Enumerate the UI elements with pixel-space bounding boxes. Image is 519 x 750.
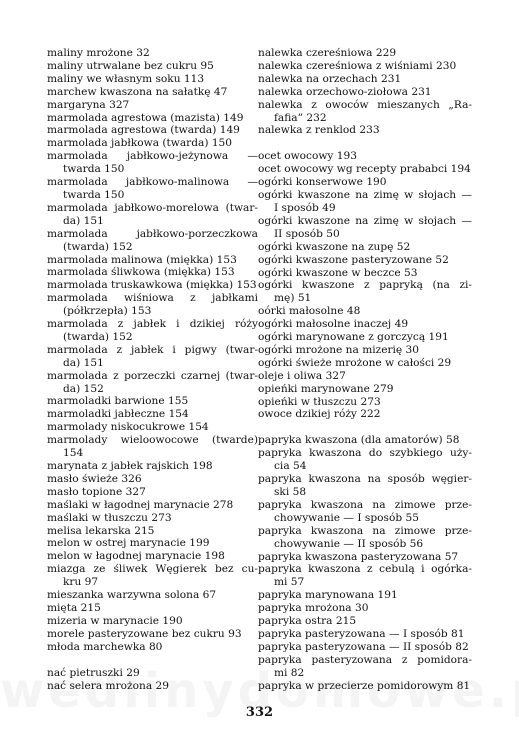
- index-entry: nalewka z owoców mieszanych „Ra-: [258, 98, 472, 111]
- index-entry: papryka marynowana 191: [258, 589, 398, 602]
- index-entry: nalewka czereśniowa z wiśniami 230: [258, 59, 457, 72]
- index-entry: owoce dzikiej róży 222: [258, 408, 381, 421]
- index-entry-continuation: mi 82: [274, 666, 305, 679]
- index-entry: nalewka z renklod 233: [258, 124, 380, 137]
- index-entry-continuation: chowywanie — II sposób 56: [274, 537, 424, 550]
- index-entry: ogórki mrożone na mizerię 30: [258, 343, 420, 356]
- index-entry: ogórki kwaszone na zimę w słojach —: [258, 214, 472, 227]
- index-entry: marmolada truskawkowa (miękka) 153: [47, 279, 257, 292]
- index-entry: marmolada jabłkowo-malinowa —: [47, 176, 258, 189]
- index-entry: papryka mrożona 30: [258, 602, 369, 615]
- index-entry-continuation: da) 151: [63, 214, 104, 227]
- index-entry-continuation: da) 152: [63, 382, 104, 395]
- index-entry: ogórki kwaszone na zimę w słojach —: [258, 189, 472, 202]
- index-entry: papryka kwaszona na zimowe prze-: [258, 524, 472, 537]
- index-entry: marchew kwaszona na sałatkę 47: [47, 85, 228, 98]
- index-entry: papryka kwaszona na zimowe prze-: [258, 498, 472, 511]
- index-entry: papryka kwaszona pasteryzowana 57: [258, 550, 459, 563]
- index-entry: margaryna 327: [47, 98, 130, 111]
- index-entry: ogórki marynowane z gorczycą 191: [258, 331, 449, 344]
- index-entry: papryka kwaszona na sposób węgier-: [258, 473, 472, 486]
- index-entry-continuation: twarda 150: [63, 163, 125, 176]
- index-entry: ogórki konserwowe 190: [258, 176, 387, 189]
- index-entry: oleje i oliwa 327: [258, 369, 346, 382]
- index-entry: mizeria w marynacie 190: [47, 614, 183, 627]
- index-entry-continuation: 154: [63, 447, 84, 460]
- index-entry: nalewka na orzechach 231: [258, 72, 402, 85]
- index-entry: morele pasteryzowane bez cukru 93: [47, 627, 242, 640]
- index-entry: papryka w przecierze pomidorowym 81: [258, 679, 471, 692]
- index-entry: papryka kwaszona z cebulą i ogórka-: [258, 563, 472, 576]
- index-entry-continuation: (twarda) 152: [63, 240, 133, 253]
- index-entry: maliny we własnym soku 113: [47, 72, 205, 85]
- index-entry: nać pietruszki 29: [47, 666, 140, 679]
- index-entry: marmolada jabłkowa (twarda) 150: [47, 137, 233, 150]
- index-entry-continuation: da) 151: [63, 356, 104, 369]
- index-entry: ogórki małosolne inaczej 49: [258, 318, 409, 331]
- index-entry: opieńki marynowane 279: [258, 382, 394, 395]
- index-entry: masło świeże 326: [47, 472, 142, 485]
- index-entry: opieńki w tłuszczu 273: [258, 395, 381, 408]
- index-entry-continuation: kru 97: [63, 576, 99, 589]
- index-entry: maliny utrwalane bez cukru 95: [47, 59, 214, 72]
- index-entry-continuation: cia 54: [274, 460, 307, 473]
- index-entry: ogórki kwaszone w beczce 53: [258, 266, 418, 279]
- index-entry-continuation: (twarda) 152: [63, 330, 133, 343]
- index-entry: marmolada z jabłek i pigwy (twar-: [47, 343, 258, 356]
- index-entry: melisa lekarska 215: [47, 524, 155, 537]
- index-entry-continuation: I sposób 49: [274, 201, 336, 214]
- index-entry: marmolada wiśniowa z jabłkami: [47, 292, 258, 305]
- index-entry-continuation: (półkrzepła) 153: [63, 305, 152, 318]
- index-entry: masło topione 327: [47, 485, 146, 498]
- index-entry: maliny mrożone 32: [47, 47, 150, 59]
- index-entry: ogórki kwaszone na zupę 52: [258, 240, 411, 253]
- index-entry: marmolady niskocukrowe 154: [47, 421, 209, 434]
- index-entry: mięta 215: [47, 601, 101, 614]
- index-entry: papryka ostra 215: [258, 615, 357, 628]
- index-entry: maślaki w łagodnej marynacie 278: [47, 498, 234, 511]
- index-entry: marmoladki jabłeczne 154: [47, 408, 189, 421]
- index-entry: marmolada jabłkowo-jeżynowa —: [47, 150, 258, 163]
- page-number: 332: [245, 705, 274, 720]
- index-entry: papryka pasteryzowana — II sposób 82: [258, 640, 469, 653]
- index-entry: ocet owocowy 193: [258, 150, 357, 163]
- index-entry-continuation: fafia” 232: [274, 111, 327, 124]
- index-entry-continuation: mę) 51: [274, 292, 312, 305]
- index-entry-continuation: ski 58: [274, 486, 307, 498]
- index-entry: marmolada agrestowa (mazista) 149: [47, 111, 244, 124]
- index-entry: nalewka orzechowo-ziołowa 231: [258, 85, 432, 98]
- index-entry: melon w ostrej marynacie 199: [47, 537, 210, 550]
- index-entry: marmolada z jabłek i dzikiej róży: [47, 318, 258, 331]
- index-entry: marmolada śliwkowa (miękka) 153: [47, 266, 235, 279]
- index-entry: ocet owocowy wg recepty prababci 194: [258, 163, 471, 176]
- index-entry: papryka pasteryzowana — I sposób 81: [258, 627, 465, 640]
- index-entry-continuation: chowywanie — I sposób 55: [274, 511, 419, 524]
- index-entry: marmolada z porzeczki czarnej (twar-: [47, 369, 258, 382]
- index-entry: miazga ze śliwek Węgierek bez cu-: [47, 563, 258, 576]
- index-entry: papryka kwaszona (dla amatorów) 58: [258, 434, 460, 447]
- index-entry: melon w łagodnej marynacie 198: [47, 550, 225, 563]
- index-entry: marynata z jabłek rajskich 198: [47, 460, 213, 472]
- index-entry: marmolada agrestowa (twarda) 149: [47, 124, 240, 137]
- index-column-right: [258, 47, 472, 693]
- index-entry: nać selera mrożona 29: [47, 679, 169, 692]
- index-entry: marmolada jabłkowo-porzeczkowa: [47, 227, 258, 240]
- index-entry: papryka pasteryzowana z pomidora-: [258, 653, 472, 666]
- index-entry: oórki małosolne 48: [258, 305, 361, 318]
- index-entry-continuation: II sposób 50: [274, 227, 340, 240]
- index-entry: ogórki kwaszone z papryką (na zi-: [258, 279, 472, 292]
- index-entry: papryka kwaszona do szybkiego uży-: [258, 447, 472, 460]
- index-entry: marmolady wieloowocowe (twarde): [47, 434, 258, 447]
- index-entry: młoda marchewka 80: [47, 640, 163, 653]
- index-entry: nalewka czereśniowa 229: [258, 47, 397, 59]
- index-column-left: [47, 47, 258, 692]
- index-entry-continuation: mi 57: [274, 576, 305, 589]
- index-entry: ogórki świeże mrożone w całości 29: [258, 356, 452, 369]
- index-entry: marmoladki barwione 155: [47, 395, 189, 408]
- index-entry: mieszanka warzywna solona 67: [47, 589, 217, 602]
- index-entry: maślaki w tłuszczu 273: [47, 511, 172, 524]
- index-entry: marmolada malinowa (miękka) 153: [47, 253, 237, 266]
- index-entry-continuation: twarda 150: [63, 188, 125, 201]
- index-entry: marmolada jabłkowo-morelowa (twar-: [47, 201, 258, 214]
- index-entry: ogórki kwaszone pasteryzowane 52: [258, 253, 449, 266]
